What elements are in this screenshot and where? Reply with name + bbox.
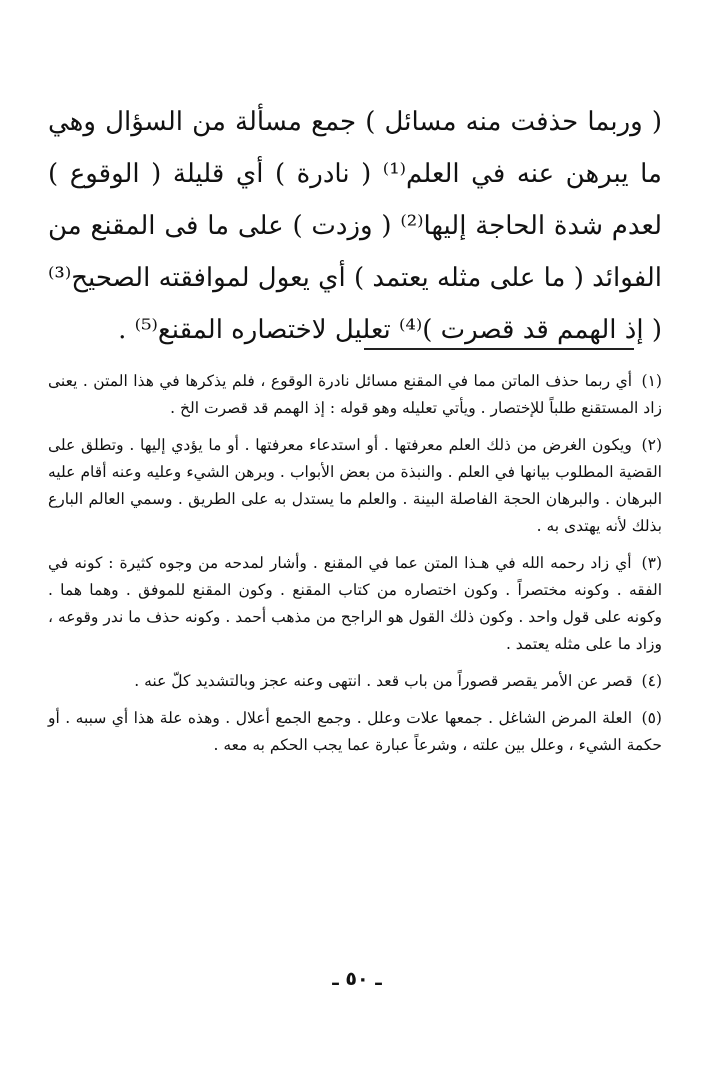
page-number: ـ ٥٠ ـ [332, 968, 382, 990]
footnote-number: (٣) [641, 554, 662, 572]
footnote-1 [48, 368, 662, 422]
footnote-4 [48, 668, 662, 695]
footnote-divider [364, 348, 634, 350]
footnote-text: قصر عن الأمر يقصر قصوراً من باب قعد . انتهى وعنه عجز وبالتشديد كلّ عنه . [134, 672, 633, 690]
footnote-number: (١) [641, 372, 662, 390]
footnote-number: (٢) [641, 436, 662, 454]
footnote-number: (٤) [641, 672, 662, 690]
footnote-3 [48, 550, 662, 658]
footnote-2 [48, 432, 662, 540]
main-paragraph: ( وربما حذفت منه مسائل ) جمع مسألة من السؤال وهي ما يبرهن عنه في العلم⁽¹⁾ ( نادرة ) أي قليلة ( الوقوع ) لعدم شدة الحاجة إليها⁽²⁾ ( وزدت ) على ما فى المقنع من الفوائد ( ما على مثله يعتمد ) أي يعول لموافقته الصحيح⁽³⁾ ( إذ الهمم قد قصرت )⁽⁴⁾ تعليل لاختصاره المقنع⁽⁵⁾ . [47, 107, 662, 345]
footnote-text: العلة المرض الشاغل . جمعها علات وعلل . وجمع الجمع أعلال . وهذه علة هذا أي سببه . أو حكمة الشيء ، وعلل بين علته ، وشرعاً عبارة عما يجب الحكم به معه . [48, 709, 662, 754]
footnotes-section [48, 368, 662, 769]
footnote-text: ويكون الغرض من ذلك العلم معرفتها . أو استدعاء معرفتها . أو ما يؤدي إليها . وتطلق على القضية المطلوب بيانها في العلم . والنبذة من بعض الأبواب . وبرهن الشيء وعليه وعنه أقام عليه البرهان . والبرهان الحجة الفاصلة البينة . والعلم ما يستدل به على الطريق . وسمي العالم البارع بذلك لأنه يهتدى به . [48, 436, 662, 535]
main-text-block [48, 96, 662, 356]
footnote-5 [48, 705, 662, 759]
footnote-text: أي ربما حذف الماتن مما في المقنع مسائل نادرة الوقوع ، فلم يذكرها في هذا المتن . يعنى زاد المستقنع طلباً للإختصار . ويأتي تعليله وهو قوله : إذ الهمم قد قصرت الخ . [48, 372, 662, 417]
footnote-number: (٥) [641, 709, 662, 727]
footnote-text: أي زاد رحمه الله في هـذا المتن عما في المقنع . وأشار لمدحه من وجوه كثيرة : كونه في الفقه . وكونه مختصراً . وكون اختصاره من كتاب المقنع . وكون المقنع للموفق . وهما هما . وكونه على قول واحد . وكون ذلك القول هو الراجح من مذهب أحمد . وكونه حذف ما ندر وقوعه ، وزاد ما على مثله يعتمد . [48, 554, 662, 653]
